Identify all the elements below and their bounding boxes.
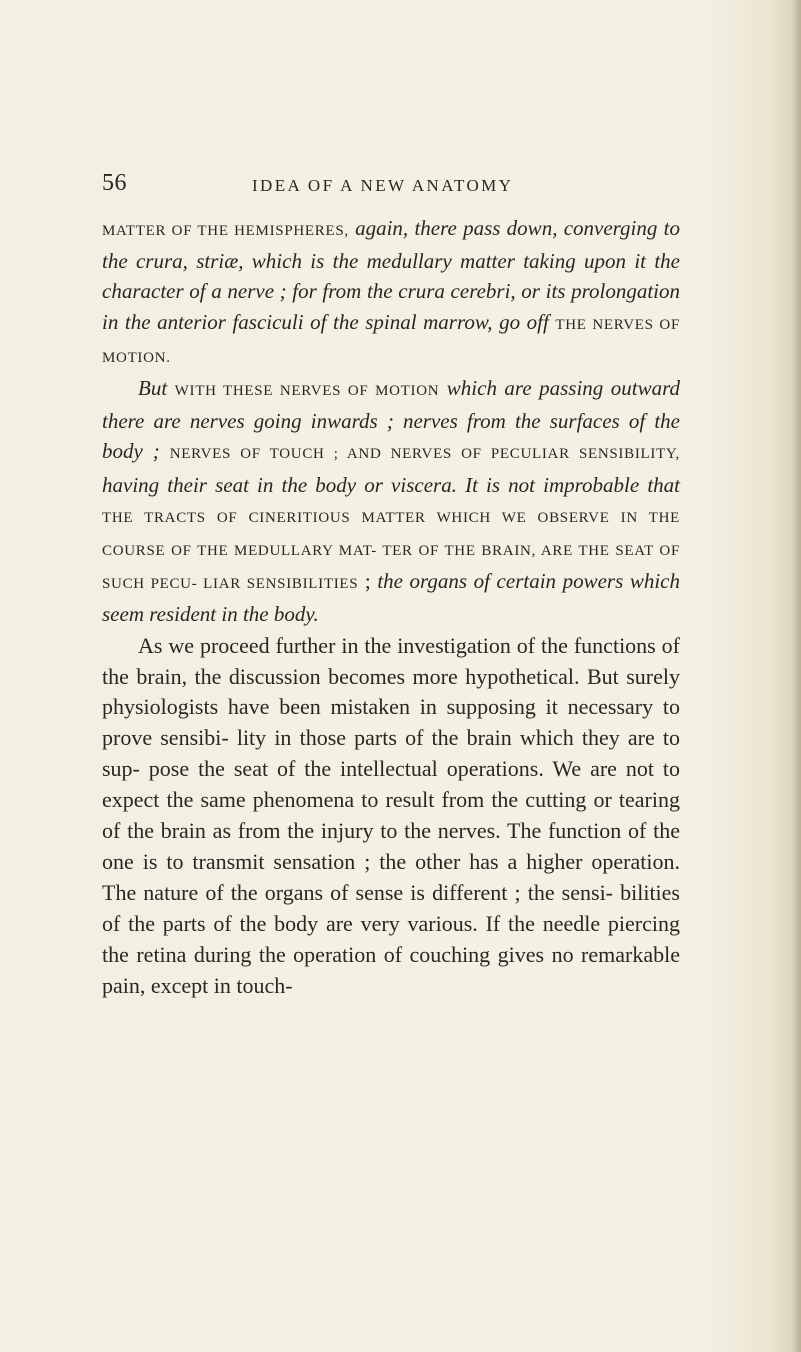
spacer-run bbox=[160, 439, 170, 463]
body-text bbox=[102, 213, 680, 1002]
small-caps-run: WITH THESE NERVES OF MOTION bbox=[174, 383, 440, 400]
paragraph-1 bbox=[102, 213, 680, 373]
spacer-run bbox=[167, 376, 174, 400]
running-head: IDEA OF A NEW ANATOMY bbox=[252, 176, 514, 195]
page-header bbox=[0, 170, 801, 206]
italic-run: the organs of certain powers which seem resident in the body. bbox=[102, 569, 681, 627]
italic-run: again, there pass down, converging to the crura, striæ, which is the medullary matter taking upon it the character of a nerve ; for from the crura cerebri, or its prolongation in the anterior fasciculi of the spinal marrow, go off bbox=[102, 216, 680, 334]
page-number: 56 bbox=[102, 170, 127, 196]
small-caps-run: THE TRACTS OF CINERITIOUS MATTER WHICH WE OBSERVE IN THE COURSE OF THE MEDULLARY MAT- TER OF THE BRAIN, ARE THE SEAT OF SUCH PECU- LIAR SENSIBILITIES bbox=[102, 509, 680, 593]
paragraph-2 bbox=[102, 373, 680, 630]
small-caps-run: NERVES OF TOUCH ; AND NERVES OF PECULIAR SENSIBILITY, bbox=[169, 446, 680, 463]
italic-run: having their seat in the body or viscera. It is not improbable that bbox=[102, 472, 680, 497]
italic-run: But bbox=[138, 376, 168, 401]
spacer-run bbox=[439, 376, 446, 400]
small-caps-run: MATTER OF THE HEMISPHERES, bbox=[102, 223, 349, 239]
paragraph-3: As we proceed further in the investigation of the functions of the brain, the discussion becomes more hypothetical. But surely physiologists have been mistaken in supposing it necessary to prove sensibi- lity in those parts of the brain which they are to sup- pose the seat of the intellectual operations. We are not to expect the same phenomena to result from the cutting or tearing of the brain as from the injury to the nerves. The function of the one is to transmit sensation ; the other has a higher operation. The nature of the organs of sense is different ; the sensi- bilities of the parts of the body are very various. If the needle piercing the retina during the operation of couching gives no remarkable pain, except in touch- bbox=[102, 632, 680, 998]
small-caps-run: THE NERVES OF MOTION. bbox=[102, 316, 680, 366]
spacer-run: ; bbox=[358, 569, 378, 594]
italic-run: which are passing outward there are nerves going inwards ; nerves from the surfaces of the body ; bbox=[102, 376, 681, 464]
